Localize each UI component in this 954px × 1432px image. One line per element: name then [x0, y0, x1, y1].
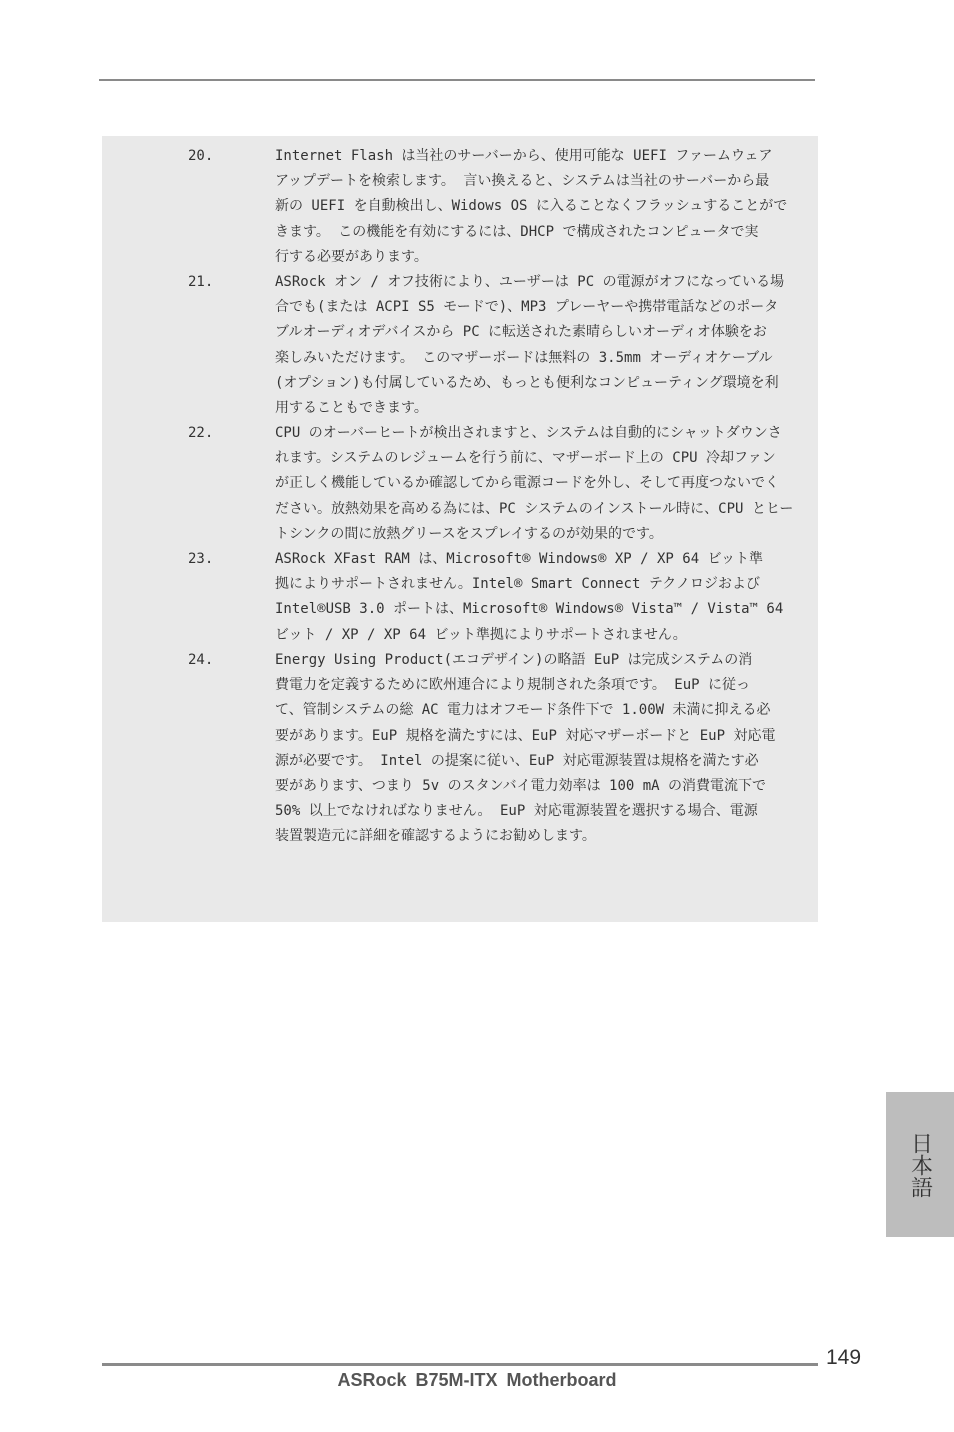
- note-line: 要があります。EuP 規格を満たすには、EuP 対応マザーボードと EuP 対応電: [275, 727, 776, 744]
- note-line: ブルオーディオデバイスから PC に転送された素晴らしいオーディオ体験をお: [275, 324, 767, 341]
- note-line: 費電力を定義するために欧州連合により規制された条項です。 EuP に従っ: [275, 677, 751, 694]
- note-line: アップデートを検索します。 言い換えると、システムは当社のサーバーから最: [275, 173, 770, 190]
- note-line: 合でも(または ACPI S5 モードで)、MP3 プレーヤーや携帯電話などのポータ: [275, 299, 779, 316]
- note-line: ビット / XP / XP 64 ビット準拠によりサポートされません。: [275, 626, 687, 643]
- note-line: て、管制システムの総 AC 電力はオフモード条件下で 1.00W 未満に抑える必: [275, 702, 771, 719]
- note-number: 24.: [188, 652, 214, 668]
- note-line: 装置製造元に詳細を確認するようにお勧めします。: [275, 828, 596, 845]
- bottom-divider: [102, 1363, 818, 1366]
- note-line: トシンクの間に放熱グリースをスプレイするのが効果的です。: [275, 525, 663, 542]
- note-number: 21.: [188, 274, 214, 290]
- note-text: [275, 547, 817, 648]
- notes-panel: [102, 136, 818, 922]
- note-line: 新の UEFI を自動検出し、Widows OS に入ることなくフラッシュすることがで: [275, 198, 788, 215]
- language-side-tab: [886, 1092, 954, 1237]
- note-text: [275, 648, 817, 850]
- footer-title: ASRock B75M-ITX Motherboard: [337, 1370, 617, 1390]
- top-divider: [99, 79, 815, 81]
- note-line: れます。システムのレジュームを行う前に、マザーボード上の CPU 冷却ファン: [275, 450, 776, 467]
- page-number: 149: [826, 1346, 862, 1369]
- note-line: ASRock オン / オフ技術により、ユーザーは PC の電源がオフになっている場: [275, 274, 785, 290]
- note-line: 行する必要があります。: [275, 248, 428, 265]
- note-line: Energy Using Product(エコデザイン)の略語 EuP は完成システムの消: [275, 652, 753, 668]
- note-line: Internet Flash は当社のサーバーから、使用可能な UEFI ファームウェア: [275, 148, 773, 164]
- note-text: [275, 421, 817, 547]
- note-line: 楽しみいただけます。 このマザーボードは無料の 3.5mm オーディオケーブル: [275, 349, 773, 366]
- note-number: 22.: [188, 425, 214, 441]
- note-line: 要があります、つまり 5v のスタンバイ電力効率は 100 mA の消費電流下で: [275, 778, 767, 795]
- note-number: 23.: [188, 551, 214, 567]
- note-line: 拠によりサポートされません。Intel® Smart Connect テクノロジおよび: [275, 576, 761, 593]
- note-text: [275, 270, 817, 421]
- language-label: 日本語: [907, 1131, 933, 1198]
- note-line: 用することもできます。: [275, 400, 428, 417]
- note-line: ASRock XFast RAM は、Microsoft® Windows® XP / XP 64 ビット準: [275, 551, 764, 567]
- note-line: 50% 以上でなければなりません。 EuP 対応電源装置を選択する場合、電源: [275, 803, 758, 820]
- note-line: CPU のオーバーヒートが検出されますと、システムは自動的にシャットダウンさ: [275, 425, 782, 441]
- note-line: ださい。放熱効果を高める為には、PC システムのインストール時に、CPU とヒー: [275, 500, 794, 517]
- note-number: 20.: [188, 148, 214, 164]
- note-line: Intel®USB 3.0 ポートは、Microsoft® Windows® Vista™ / Vista™ 64: [275, 601, 784, 618]
- note-line: きます。 この機能を有効にするには、DHCP で構成されたコンピュータで実: [275, 223, 759, 240]
- note-line: (オプション)も付属しているため、もっとも便利なコンピューティング環境を利: [275, 374, 779, 391]
- note-text: [275, 144, 817, 270]
- note-line: 源が必要です。 Intel の提案に従い、EuP 対応電源装置は規格を満たす必: [275, 752, 759, 769]
- note-line: が正しく機能しているか確認してから電源コードを外し、そして再度つないでく: [275, 475, 779, 492]
